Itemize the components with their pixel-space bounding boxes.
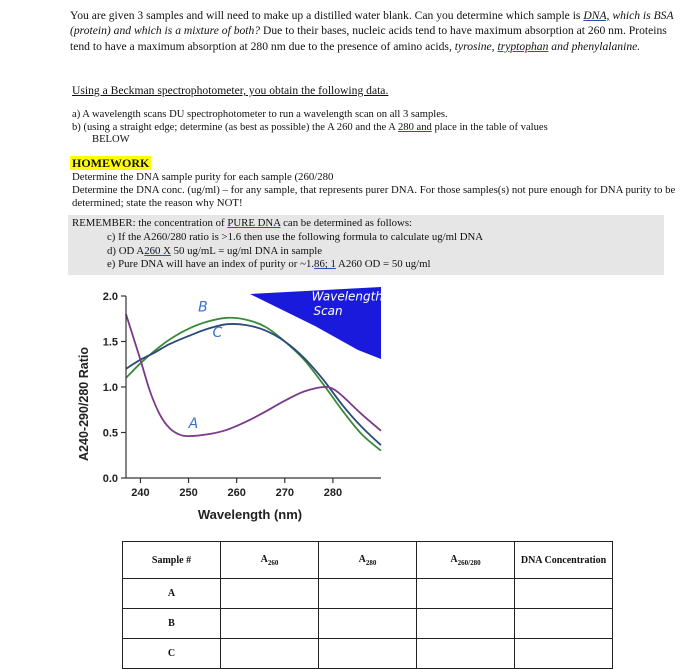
table-cell[interactable] bbox=[319, 639, 417, 669]
wavelength-scan-chart bbox=[70, 284, 400, 534]
annotation-wavelength: Wavelength bbox=[311, 289, 383, 304]
sample-label: C bbox=[123, 639, 221, 669]
instructions bbox=[72, 109, 682, 147]
table-cell[interactable] bbox=[515, 639, 613, 669]
step-b: b) (using a straight edge; determine (as best as possible) the A 260 and the A 280 and place in the table of values bbox=[72, 121, 548, 133]
x-tick-label: 270 bbox=[275, 487, 294, 499]
intro-question: which is BSA (protein) and which is a mixture of both? bbox=[70, 9, 674, 38]
x-tick-label: 250 bbox=[179, 487, 198, 499]
table-cell[interactable] bbox=[319, 579, 417, 609]
table-cell[interactable] bbox=[319, 609, 417, 639]
annotation-scan: Scan bbox=[313, 304, 343, 319]
y-tick-label: 0.5 bbox=[102, 427, 118, 440]
remember-line: REMEMBER: the concentration of PURE DNA can be determined as follows: bbox=[72, 217, 413, 229]
table-cell[interactable] bbox=[515, 579, 613, 609]
table-header: $A_{260/280}$ bbox=[417, 542, 515, 579]
tryptophan-term: tryptophan bbox=[497, 39, 549, 53]
y-tick-label: 1.0 bbox=[102, 382, 118, 394]
tyrosine-term: tyrosine, bbox=[454, 39, 495, 53]
table-cell[interactable] bbox=[221, 609, 319, 639]
x-tick-label: 280 bbox=[323, 487, 343, 499]
y-tick-label: 2.0 bbox=[102, 291, 118, 303]
table-header: $A_{280}$ bbox=[319, 542, 417, 579]
intro-text: You are given 3 samples and will need to make up a distilled water blank. Can you determine which sample is bbox=[70, 9, 584, 22]
remember-e: e) Pure DNA will have an index of purity or ~1.86; 1 A260 OD = 50 ug/ml bbox=[107, 258, 431, 271]
homework-text bbox=[72, 171, 682, 209]
table-cell[interactable] bbox=[417, 609, 515, 639]
sample-label: A bbox=[123, 579, 221, 609]
remember-list bbox=[107, 231, 483, 272]
table-row bbox=[123, 639, 613, 669]
spectro-heading: Using a Beckman spectrophotometer, you obtain the following data. bbox=[72, 84, 389, 97]
table-cell[interactable] bbox=[221, 579, 319, 609]
values-table bbox=[122, 541, 613, 669]
table-header: Sample # bbox=[123, 542, 221, 579]
remember-c: c) If the A260/280 ratio is >1.6 then use the following formula to calculate ug/ml DNA bbox=[107, 231, 484, 243]
table-cell[interactable] bbox=[417, 579, 515, 609]
step-a: a) A wavelength scans DU spectrophotometer to run a wavelength scan on all 3 samples. bbox=[72, 109, 448, 120]
table-row bbox=[123, 579, 613, 609]
intro-paragraph bbox=[70, 8, 685, 54]
x-tick-label: 240 bbox=[131, 487, 150, 499]
annotation-c: C bbox=[212, 324, 223, 341]
step-b-below: BELOW bbox=[92, 134, 130, 146]
table-cell[interactable] bbox=[417, 639, 515, 669]
phenyl-term: and phenylalanine. bbox=[551, 39, 641, 53]
table-cell[interactable] bbox=[221, 639, 319, 669]
homework-line-1: Determine the DNA sample purity for each sample (260/280 bbox=[72, 171, 334, 183]
table-header: $A_{260}$ bbox=[221, 542, 319, 579]
remember-d: d) OD A260 X 50 ug/mL = ug/ml DNA in sample bbox=[107, 244, 323, 257]
y-tick-label: 0.0 bbox=[102, 473, 118, 485]
annotation-b: B bbox=[198, 299, 208, 316]
intro-text-2: Due to their bases, nucleic acids tend to have maximum absorption at 260 nm. Proteins tend to have a maximum absorption at 280 nm due to the presence of amino acids, bbox=[70, 24, 667, 53]
annotation-a: A bbox=[188, 415, 199, 432]
dna-term: DNA, bbox=[583, 9, 610, 22]
homework-line-2: Determine the DNA conc. (ug/ml) – for any sample, that represents purer DNA. For those samples(s) not pure enough for DNA purity to be determined; state the reason why NOT! bbox=[72, 183, 676, 209]
table-row bbox=[123, 609, 613, 639]
x-tick-label: 260 bbox=[227, 487, 246, 499]
table-cell[interactable] bbox=[515, 609, 613, 639]
homework-label: HOMEWORK bbox=[72, 156, 150, 170]
x-axis-label: Wavelength (nm) bbox=[197, 507, 303, 522]
y-tick-label: 1.5 bbox=[102, 336, 118, 349]
y-axis-label: A240-290/280 Ratio bbox=[77, 347, 91, 461]
table-header: DNA Concentration bbox=[515, 542, 613, 579]
sample-label: B bbox=[123, 609, 221, 639]
